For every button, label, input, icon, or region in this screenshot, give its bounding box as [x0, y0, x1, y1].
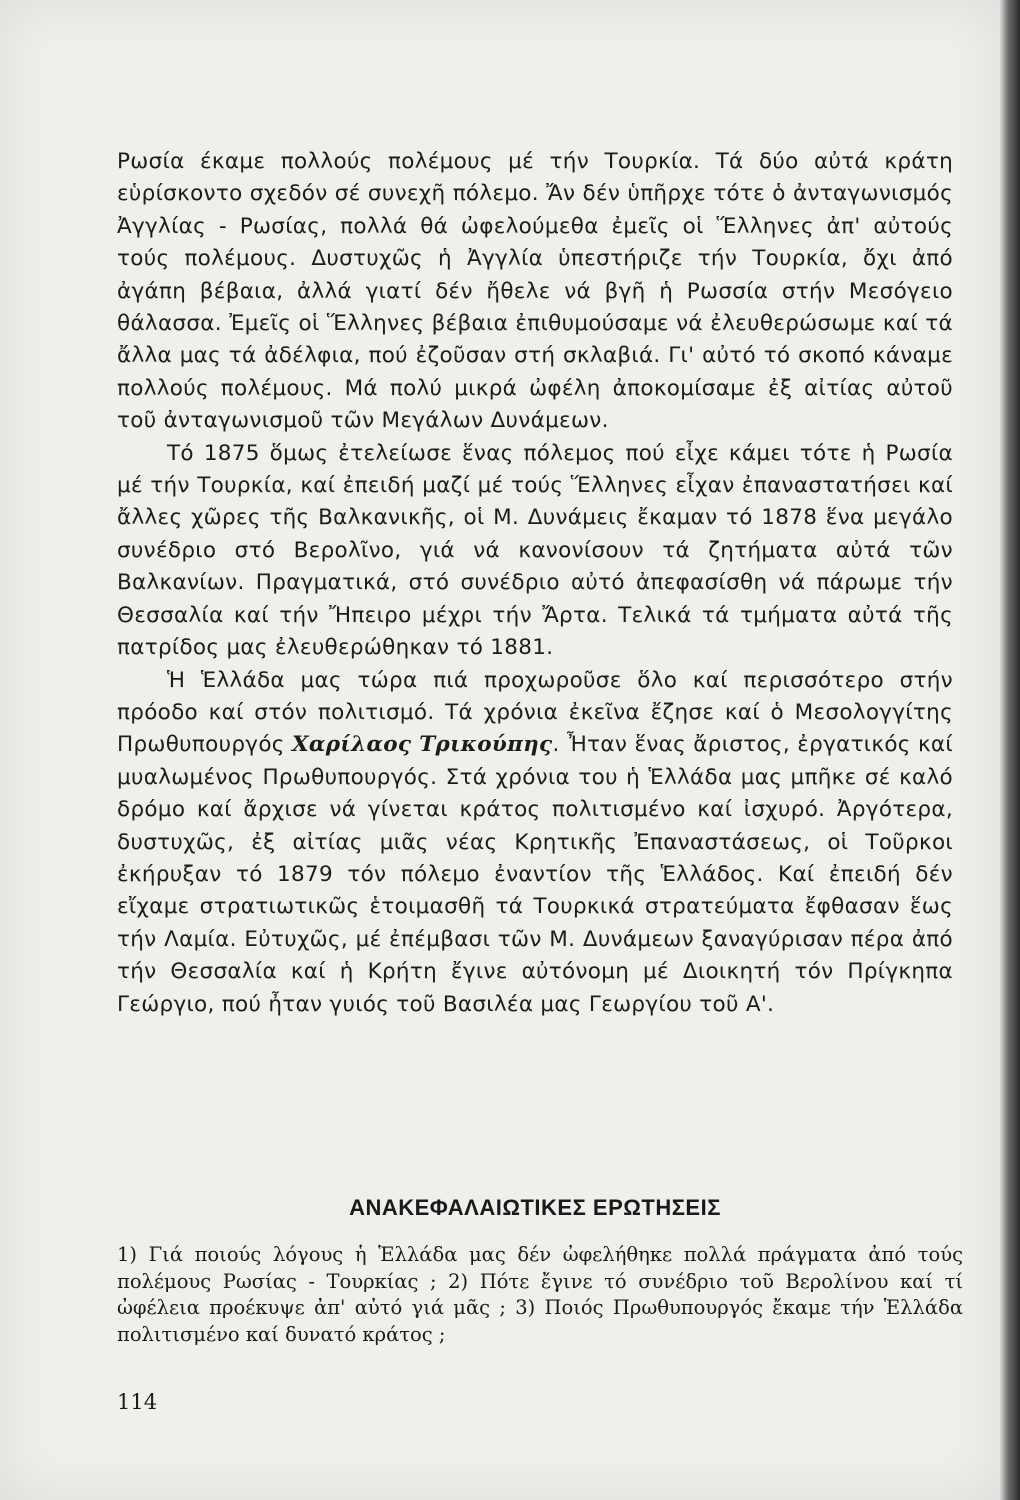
page-number: 114: [117, 1390, 158, 1414]
paragraph-2: Τό 1875 ὅμως ἐτελείωσε ἕνας πόλεμος πού εἶχε κάμει τότε ἡ Ρωσία μέ τήν Τουρκία, καί ἐπειδή μαζί μέ τούς Ἕλληνες εἶχαν ἐπαναστατήσει καί ἄλλες χῶρες τῆς Βαλκανικῆς, οἱ Μ. Δυνάμεις ἔκαμαν τό 1878 ἕνα μεγάλο συνέδριο στό Βερολῖνο, γιά νά κανονίσουν τά ζητήματα αὐτά τῶν Βαλκανίων. Πραγματικά, στό συνέδριο αὐτό ἀπεφασίσθη νά πάρωμε τήν Θεσσαλία καί τήν Ἤπειρο μέχρι τήν Ἄρτα. Τελικά τά τμήματα αὐτά τῆς πατρίδος μας ἐλευθερώθηκαν τό 1881.: [117, 440, 953, 661]
page-edge-shadow: [1000, 0, 1020, 1500]
paragraph-1: Ρωσία έκαμε πολλούς πολέμους μέ τήν Τουρκία. Τά δύο αὐτά κράτη εὑρίσκοντο σχεδόν σέ συνεχῆ πόλεμο. Ἄν δέν ὑπῆρχε τότε ὁ ἀνταγωνισμός Ἀγγλίας - Ρωσίας, πολλά θά ὠφελούμεθα ἐμεῖς οἱ Ἕλληνες ἀπ' αὐτούς τούς πολέμους. Δυστυχῶς ἡ Ἀγγλία ὑπεστήριζε τήν Τουρκία, ὄχι ἀπό ἀγάπη βέβαια, ἀλλά γιατί δέν ἤθελε νά βγῆ ἡ Ρωσσία στήν Μεσόγειο θάλασσα. Ἐμεῖς οἱ Ἕλληνες βέβαια ἐπιθυμούσαμε νά ἐλευθερώσωμε καί τά ἄλλα μας τά ἀδέλφια, πού ἐζοῦσαν στή σκλαβιά. Γι' αὐτό τό σκοπό κάναμε πολλούς πολέμους. Μά πολύ μικρά ὠφέλη ἀποκομίσαμε ἐξ αἰτίας αὐτοῦ τοῦ ἀνταγωνισμοῦ τῶν Μεγάλων Δυνάμεων.: [117, 149, 953, 434]
paragraph-3-end: . Ἦταν ἕνας ἄριστος, ἐργατικός καί μυαλωμένος Πρωθυπουργός. Στά χρόνια του ἡ Ἑλλάδα μας μπῆκε σέ καλό δρόμο καί ἄρχισε νά γίνεται κράτος πολιτισμένο καί ἰσχυρό. Ἀργότερα, δυστυχῶς, ἐξ αἰτίας μιᾶς νέας Κρητικῆς Ἐπαναστάσεως, οἱ Τοῦρκοι ἐκήρυξαν τό 1879 τόν πόλεμο ἐναντίον τῆς Ἑλλάδος. Καί ἐπειδή δέν εἴχαμε στρατιωτικῶς ἑτοιμασθῆ τά Τουρκικά στρατεύματα ἔφθασαν ἕως τήν Λαμία. Εὐτυχῶς, μέ ἐπέμβασι τῶν Μ. Δυνάμεων ξαναγύρισαν πέρα ἀπό τήν Θεσσαλία καί ἡ Κρήτη ἔγινε αὐτόνομη μέ Διοικητή τόν Πρίγκηπα Γεώργιο, πού ἦταν γυιός τοῦ Βασιλέα μας Γεωργίου τοῦ Α'.: [117, 732, 953, 1017]
paragraph-3-start: Ἡ Ἑλλάδα μας τώρα πιά προχωροῦσε ὅλο καί περισσότερο στήν πρόοδο καί στόν πολιτισμό. Τά χρόνια ἐκεῖνα ἔζησε καί ὁ Μεσολογγίτης Πρωθυπουργός: [117, 667, 953, 758]
prime-minister-name: Χαρίλαος Τρικούπης: [291, 732, 553, 758]
review-questions: 1) Γιά ποιούς λόγους ἡ Ἑλλάδα μας δέν ὠφελήθηκε πολλά πράγματα ἀπό τούς πολέμους Ρωσίας - Τουρκίας ; 2) Πότε ἔγινε τό συνέδριο τοῦ Βερολίνου καί τί ὠφέλεια προέκυψε ἀπ' αὐτό γιά μᾶς ; 3) Ποιός Πρωθυπουργός ἔκαμε τήν Ἑλλάδα πολιτισμένο καί δυνατό κράτος ;: [117, 1243, 963, 1346]
paragraph-3: [117, 665, 953, 1021]
questions-heading: ΑΝΑΚΕΦΑΛΑΙΩΤΙΚΕΣ ΕΡΩΤΗΣΕΙΣ: [349, 1195, 721, 1220]
main-text: [117, 146, 953, 1021]
